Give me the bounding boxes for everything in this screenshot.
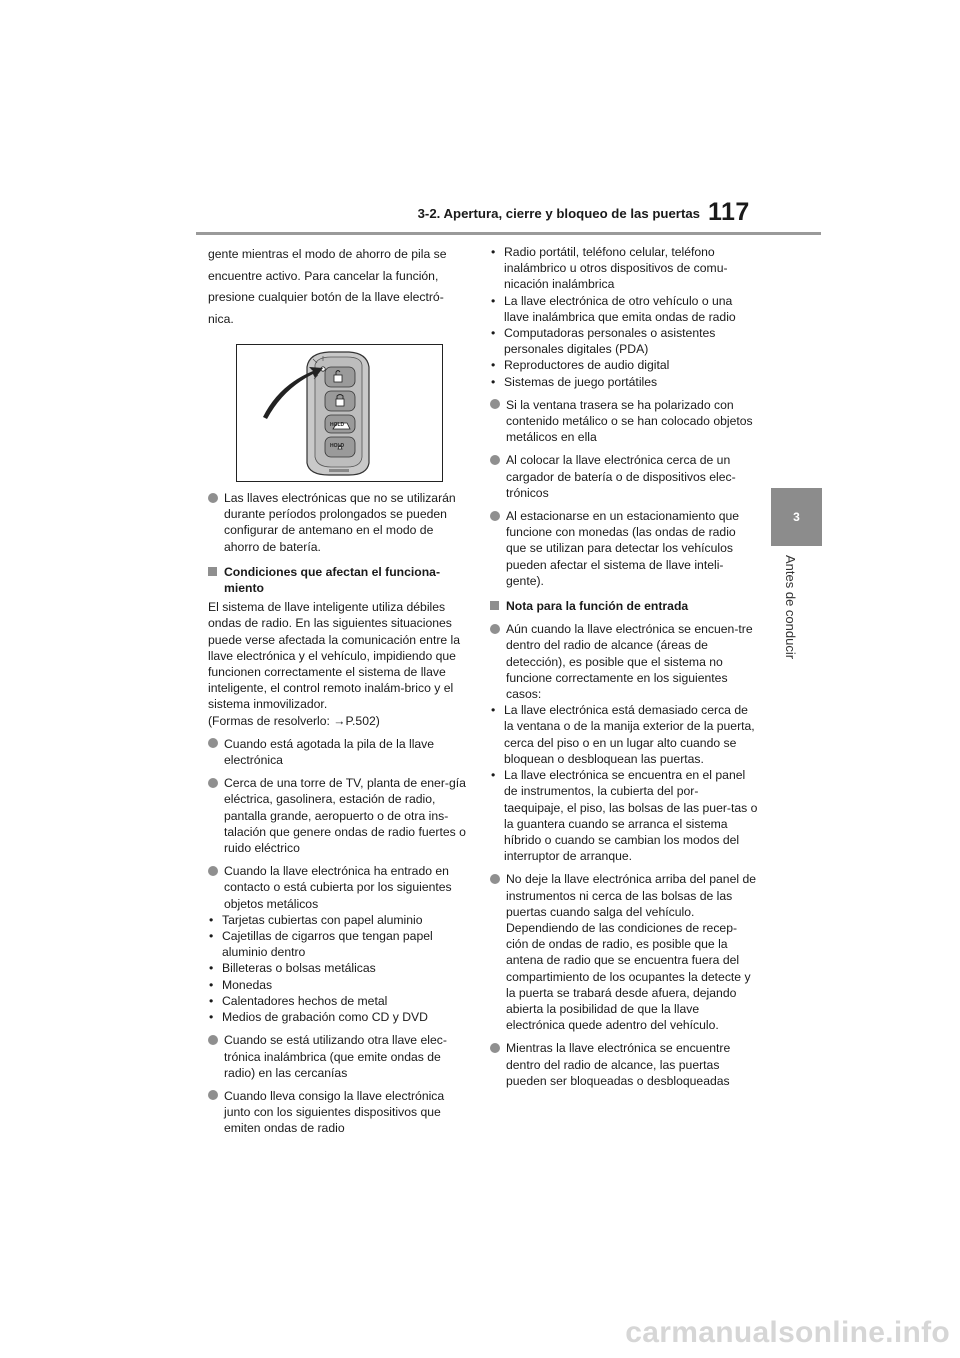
- bullet-text: No deje la llave electrónica arriba del panel de instrumentos ni cerca de las bolsas de las puertas cuando salga del vehículo. Dependiendo de las condiciones de recep-ción de ondas de radio, es posible que la antena de radio que se encuentra fuera del compartimiento de los ocupantes la detecte y la puerta se trabará desde afuera, dejando abierta la posibilidad de que la llave electrónica quede adentro del vehículo.: [506, 872, 756, 1033]
- bullet-item: [490, 871, 758, 1033]
- bullet-text: Si la ventana trasera se ha polarizado con contenido metálico o se han colocado objetos metálicos en ella: [506, 397, 753, 445]
- bullet-item: [490, 1040, 758, 1089]
- bullet-dot-icon: [208, 778, 218, 788]
- bullet-text: Cerca de una torre de TV, planta de ener-gía eléctrica, gasolinera, estación de radio, pantalla grande, aeropuerto o de otra ins-talación que genere ondas de radio fuertes o ruido eléctrico: [224, 776, 466, 856]
- hold-label-2: HOLD: [330, 443, 345, 449]
- heading-text: Nota para la función de entrada: [506, 599, 689, 614]
- section-title: 3-2. Apertura, cierre y bloqueo de las puertas: [417, 206, 700, 221]
- list-item: • Radio portátil, teléfono celular, teléfono inalámbrico u otros dispositivos de comu-nicación inalámbrica: [490, 244, 758, 293]
- metal-objects-list: [208, 912, 470, 1025]
- resolve-reference[interactable]: (Formas de resolverlo: →P.502): [208, 713, 380, 728]
- bullet-dot-icon: [490, 1043, 500, 1053]
- chapter-tab[interactable]: [771, 488, 822, 546]
- list-item: • La llave electrónica se encuentra en el panel de instrumentos, la cubierta del por-taequipaje, el piso, las bolsas de las puer-tas o la guantera cuando se arranca el sistema híbrido o cuando se cambian los modos del interruptor de arranque.: [490, 767, 758, 864]
- bullet-dot-icon: [208, 493, 218, 503]
- heading-text: Condiciones que afectan el funciona-miento: [224, 564, 441, 596]
- chapter-number: 3: [793, 510, 800, 524]
- key-fob-illustration: [237, 345, 442, 481]
- right-column: [490, 244, 758, 1089]
- conditions-paragraph: El sistema de llave inteligente utiliza débiles ondas de radio. En las siguientes situaciones puede verse afectada la comunicación entre la llave electrónica y el vehículo, impidiendo que funcionen correctamente el sistema de llave inteligente, el control remoto inalám-brico y el sistema inmovilizador.: [208, 600, 461, 712]
- intro-line: encuentre activo. Para cancelar la función,: [208, 268, 439, 283]
- hold-label-1: HOLD: [330, 422, 345, 428]
- list-item: • Billeteras o bolsas metálicas: [208, 960, 470, 976]
- bullet-text: Mientras la llave electrónica se encuentre dentro del radio de alcance, las puertas pueden ser bloqueadas o desbloqueadas: [506, 1041, 731, 1088]
- list-item: • Tarjetas cubiertas con papel aluminio: [208, 912, 470, 928]
- bullet-dot-icon: [490, 624, 500, 634]
- entry-heading: [490, 598, 758, 614]
- bullet-item: [208, 1088, 470, 1137]
- bullet-item: [208, 863, 470, 912]
- bullet-item: [490, 452, 758, 501]
- page-number: 117: [708, 198, 750, 226]
- intro-line: presione cualquier botón de la llave electró-: [208, 290, 444, 304]
- cases-list: [490, 702, 758, 864]
- bullet-dot-icon: [208, 1035, 218, 1045]
- bullet-dot-icon: [208, 1090, 218, 1100]
- square-marker-icon: [208, 567, 217, 576]
- bullet-dot-icon: [490, 511, 500, 521]
- bullet-item: [208, 490, 470, 555]
- bullet-item: [208, 775, 470, 856]
- list-item: • La llave electrónica de otro vehículo o una llave inalámbrica que emita ondas de radio: [490, 293, 758, 325]
- bullet-item: [490, 621, 758, 702]
- bullet-item: [490, 397, 758, 446]
- bullet-item: [490, 508, 758, 589]
- list-item: • Medios de grabación como CD y DVD: [208, 1009, 470, 1025]
- intro-text: [208, 244, 470, 330]
- bullet-dot-icon: [490, 455, 500, 465]
- bullet-text: Cuando lleva consigo la llave electrónica junto con los siguientes dispositivos que emiten ondas de radio: [224, 1088, 445, 1136]
- key-fob-figure: [236, 344, 443, 482]
- list-item: • Calentadores hechos de metal: [208, 993, 470, 1009]
- chapter-label: Antes de conducir: [783, 555, 798, 660]
- bullet-dot-icon: [208, 738, 218, 748]
- bullet-text: Cuando se está utilizando otra llave elec-trónica inalámbrica (que emite ondas de radio) en las cercanías: [224, 1033, 447, 1080]
- bullet-text: Las llaves electrónicas que no se utilizarán durante períodos prolongados se pueden configurar de antemano en el modo de ahorro de batería.: [224, 491, 456, 554]
- list-item: • Computadoras personales o asistentes personales digitales (PDA): [490, 325, 758, 357]
- conditions-heading: [208, 564, 470, 596]
- devices-list: [490, 244, 758, 390]
- square-marker-icon: [490, 601, 499, 610]
- bullet-text: Cuando la llave electrónica ha entrado en contacto o está cubierta por los siguientes objetos metálicos: [224, 864, 452, 911]
- list-item: • Monedas: [208, 977, 470, 993]
- bullet-item: [208, 736, 470, 768]
- bullet-text: Al colocar la llave electrónica cerca de un cargador de batería o de dispositivos elec-trónicos: [506, 453, 736, 500]
- bullet-dot-icon: [490, 399, 500, 409]
- bullet-text: Al estacionarse en un estacionamiento que funcione con monedas (las ondas de radio que se utilizan para detectar los vehículos pueden afectar el sistema de llave inteli-gente).: [506, 509, 740, 588]
- bullet-dot-icon: [490, 874, 500, 884]
- intro-line: gente mientras el modo de ahorro de pila se: [208, 247, 447, 261]
- watermark: carmanualsonline.info: [625, 1316, 950, 1349]
- bullet-text: Cuando está agotada la pila de la llave electrónica: [224, 736, 435, 768]
- bullet-dot-icon: [208, 866, 218, 876]
- list-item: • Cajetillas de cigarros que tengan papel aluminio dentro: [208, 928, 470, 960]
- header-divider: [196, 232, 821, 235]
- bullet-text: Aún cuando la llave electrónica se encuen-tre dentro del radio de alcance (áreas de detección), es posible que el sistema no funcione correctamente en los siguientes casos:: [506, 622, 753, 702]
- list-item: • Reproductores de audio digital: [490, 357, 758, 373]
- list-item: • Sistemas de juego portátiles: [490, 374, 758, 390]
- intro-line: nica.: [208, 311, 234, 326]
- left-column: [208, 244, 470, 1137]
- list-item: • La llave electrónica está demasiado cerca de la ventana o de la manija exterior de la puerta, cerca del piso o en un lugar alto cuando se bloquean o desbloquean las puertas.: [490, 702, 758, 767]
- bullet-item: [208, 1032, 470, 1081]
